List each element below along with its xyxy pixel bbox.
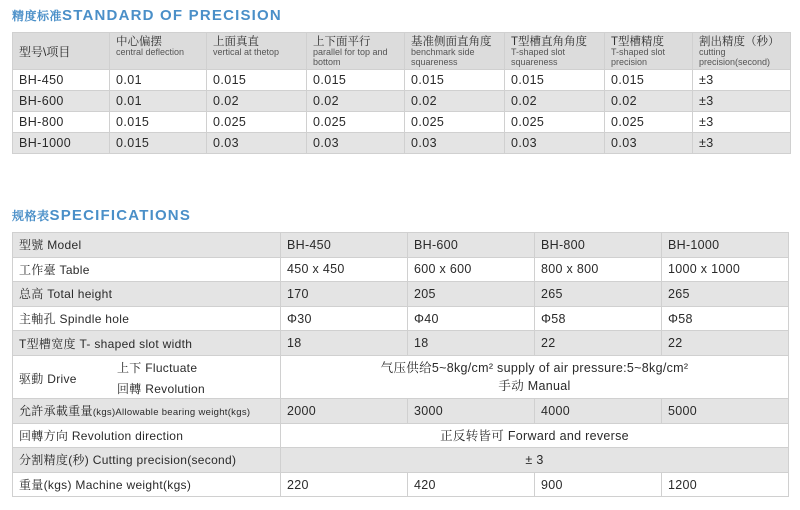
- table-cell: ±3: [693, 133, 791, 154]
- table-row: [13, 133, 791, 154]
- table-cell: 1200: [662, 472, 789, 497]
- drive-label-cell: [13, 355, 281, 398]
- table-cell: 4000: [535, 398, 662, 423]
- specifications-title-cn: 规格表: [12, 209, 50, 223]
- table-cell: 0.01: [110, 70, 207, 91]
- table-row-drive: [13, 355, 789, 398]
- table-cell: ±3: [693, 70, 791, 91]
- table-cell: 0.01: [110, 91, 207, 112]
- precision-header-model: 型号\项目: [13, 33, 110, 70]
- table-cell: 0.02: [505, 91, 605, 112]
- table-cell: 0.03: [307, 133, 405, 154]
- spec-label: 分割精度(秒) Cutting precision(second): [13, 448, 281, 473]
- table-cell: 0.03: [207, 133, 307, 154]
- spec-label: 重量(kgs) Machine weight(kgs): [13, 472, 281, 497]
- table-cell: 0.015: [110, 112, 207, 133]
- table-row: [13, 448, 789, 473]
- direction-value: 正反转皆可 Forward and reverse: [281, 423, 789, 448]
- table-row: [13, 112, 791, 133]
- table-cell: 0.02: [605, 91, 693, 112]
- table-cell: 0.015: [207, 70, 307, 91]
- table-cell: 265: [535, 282, 662, 307]
- specifications-section-title: [12, 207, 191, 224]
- table-row: [13, 306, 789, 331]
- precision-header-col: 中心偏摆 central deflection: [110, 33, 207, 70]
- table-cell: ±3: [693, 91, 791, 112]
- table-cell: BH-1000: [662, 233, 789, 258]
- table-cell: 265: [662, 282, 789, 307]
- bearing-label-main: 允許承載重量: [19, 404, 93, 419]
- spec-label: 总高 Total height: [13, 282, 281, 307]
- table-row: [13, 257, 789, 282]
- table-cell: Φ40: [408, 306, 535, 331]
- table-cell: 2000: [281, 398, 408, 423]
- table-cell: 205: [408, 282, 535, 307]
- table-cell: 0.02: [207, 91, 307, 112]
- table-row: [13, 282, 789, 307]
- precision-header-col: 基准侧面直角度 benchmark side squareness: [405, 33, 505, 70]
- spec-label: T型槽宽度 T- shaped slot width: [13, 331, 281, 356]
- table-cell: 600 x 600: [408, 257, 535, 282]
- drive-revolution-label: 回轉 Revolution: [117, 381, 205, 396]
- table-row: [13, 91, 791, 112]
- table-cell: 0.02: [307, 91, 405, 112]
- spec-label: [13, 398, 281, 423]
- precision-header-row: [13, 33, 791, 70]
- table-cell: BH-800: [13, 112, 110, 133]
- table-cell: 0.015: [505, 70, 605, 91]
- table-row: [13, 472, 789, 497]
- table-cell: BH-800: [535, 233, 662, 258]
- table-cell: 170: [281, 282, 408, 307]
- table-cell: 0.015: [307, 70, 405, 91]
- table-cell: 22: [535, 331, 662, 356]
- drive-revolution-value: 手动 Manual: [498, 378, 571, 393]
- table-cell: 0.015: [605, 70, 693, 91]
- table-cell: 0.02: [405, 91, 505, 112]
- table-cell: BH-1000: [13, 133, 110, 154]
- spec-label: 工作臺 Table: [13, 257, 281, 282]
- table-row: [13, 70, 791, 91]
- table-cell: ±3: [693, 112, 791, 133]
- table-cell: 1000 x 1000: [662, 257, 789, 282]
- table-cell: 0.03: [605, 133, 693, 154]
- table-row: [13, 233, 789, 258]
- table-cell: 420: [408, 472, 535, 497]
- spec-label: 型號 Model: [13, 233, 281, 258]
- precision-title-cn: 精度标准: [12, 9, 63, 23]
- bearing-label-small: (kgs)Allowable bearing weight(kgs): [92, 407, 251, 419]
- drive-fluctuate-label: 上下 Fluctuate: [117, 360, 198, 375]
- table-row: [13, 331, 789, 356]
- table-cell: 22: [662, 331, 789, 356]
- table-cell: 0.025: [505, 112, 605, 133]
- precision-header-col: 上面真直 vertical at thetop: [207, 33, 307, 70]
- table-cell: Φ30: [281, 306, 408, 331]
- table-cell: 0.025: [307, 112, 405, 133]
- table-row: [13, 423, 789, 448]
- table-cell: 18: [281, 331, 408, 356]
- table-cell: 0.025: [605, 112, 693, 133]
- table-cell: BH-450: [281, 233, 408, 258]
- cutting-value: ± 3: [281, 448, 789, 473]
- table-cell: 0.03: [505, 133, 605, 154]
- spec-label: 回轉方向 Revolution direction: [13, 423, 281, 448]
- table-cell: BH-600: [408, 233, 535, 258]
- table-cell: 0.025: [405, 112, 505, 133]
- table-cell: 0.015: [405, 70, 505, 91]
- table-cell: Φ58: [662, 306, 789, 331]
- spec-label: 主軸孔 Spindle hole: [13, 306, 281, 331]
- table-cell: 5000: [662, 398, 789, 423]
- table-cell: 18: [408, 331, 535, 356]
- precision-title-en: STANDARD OF PRECISION: [62, 7, 282, 24]
- precision-header-col: 上下面平行 parallel for top and bottom: [307, 33, 405, 70]
- precision-header-col: 割出精度（秒） cutting precision(second): [693, 33, 791, 70]
- table-cell: BH-600: [13, 91, 110, 112]
- table-cell: 0.025: [207, 112, 307, 133]
- table-cell: 0.03: [405, 133, 505, 154]
- table-cell: 800 x 800: [535, 257, 662, 282]
- precision-header-col: T型槽精度 T-shaped slot precision: [605, 33, 693, 70]
- specifications-table: [12, 232, 789, 497]
- table-cell: BH-450: [13, 70, 110, 91]
- specifications-title-en: SPECIFICATIONS: [49, 207, 192, 224]
- table-row: [13, 398, 789, 423]
- table-cell: 900: [535, 472, 662, 497]
- table-cell: 220: [281, 472, 408, 497]
- table-cell: 450 x 450: [281, 257, 408, 282]
- table-cell: 0.015: [110, 133, 207, 154]
- drive-value-cell: [281, 355, 789, 398]
- precision-section-title: [12, 7, 282, 24]
- drive-label: 驱動 Drive: [19, 371, 77, 386]
- drive-fluctuate-value: 气压供给5~8kg/cm² supply of air pressure:5~8kg/cm²: [380, 360, 689, 375]
- table-cell: Φ58: [535, 306, 662, 331]
- precision-table: [12, 32, 791, 154]
- precision-header-col: T型槽直角角度 T-shaped slot squareness: [505, 33, 605, 70]
- table-cell: 3000: [408, 398, 535, 423]
